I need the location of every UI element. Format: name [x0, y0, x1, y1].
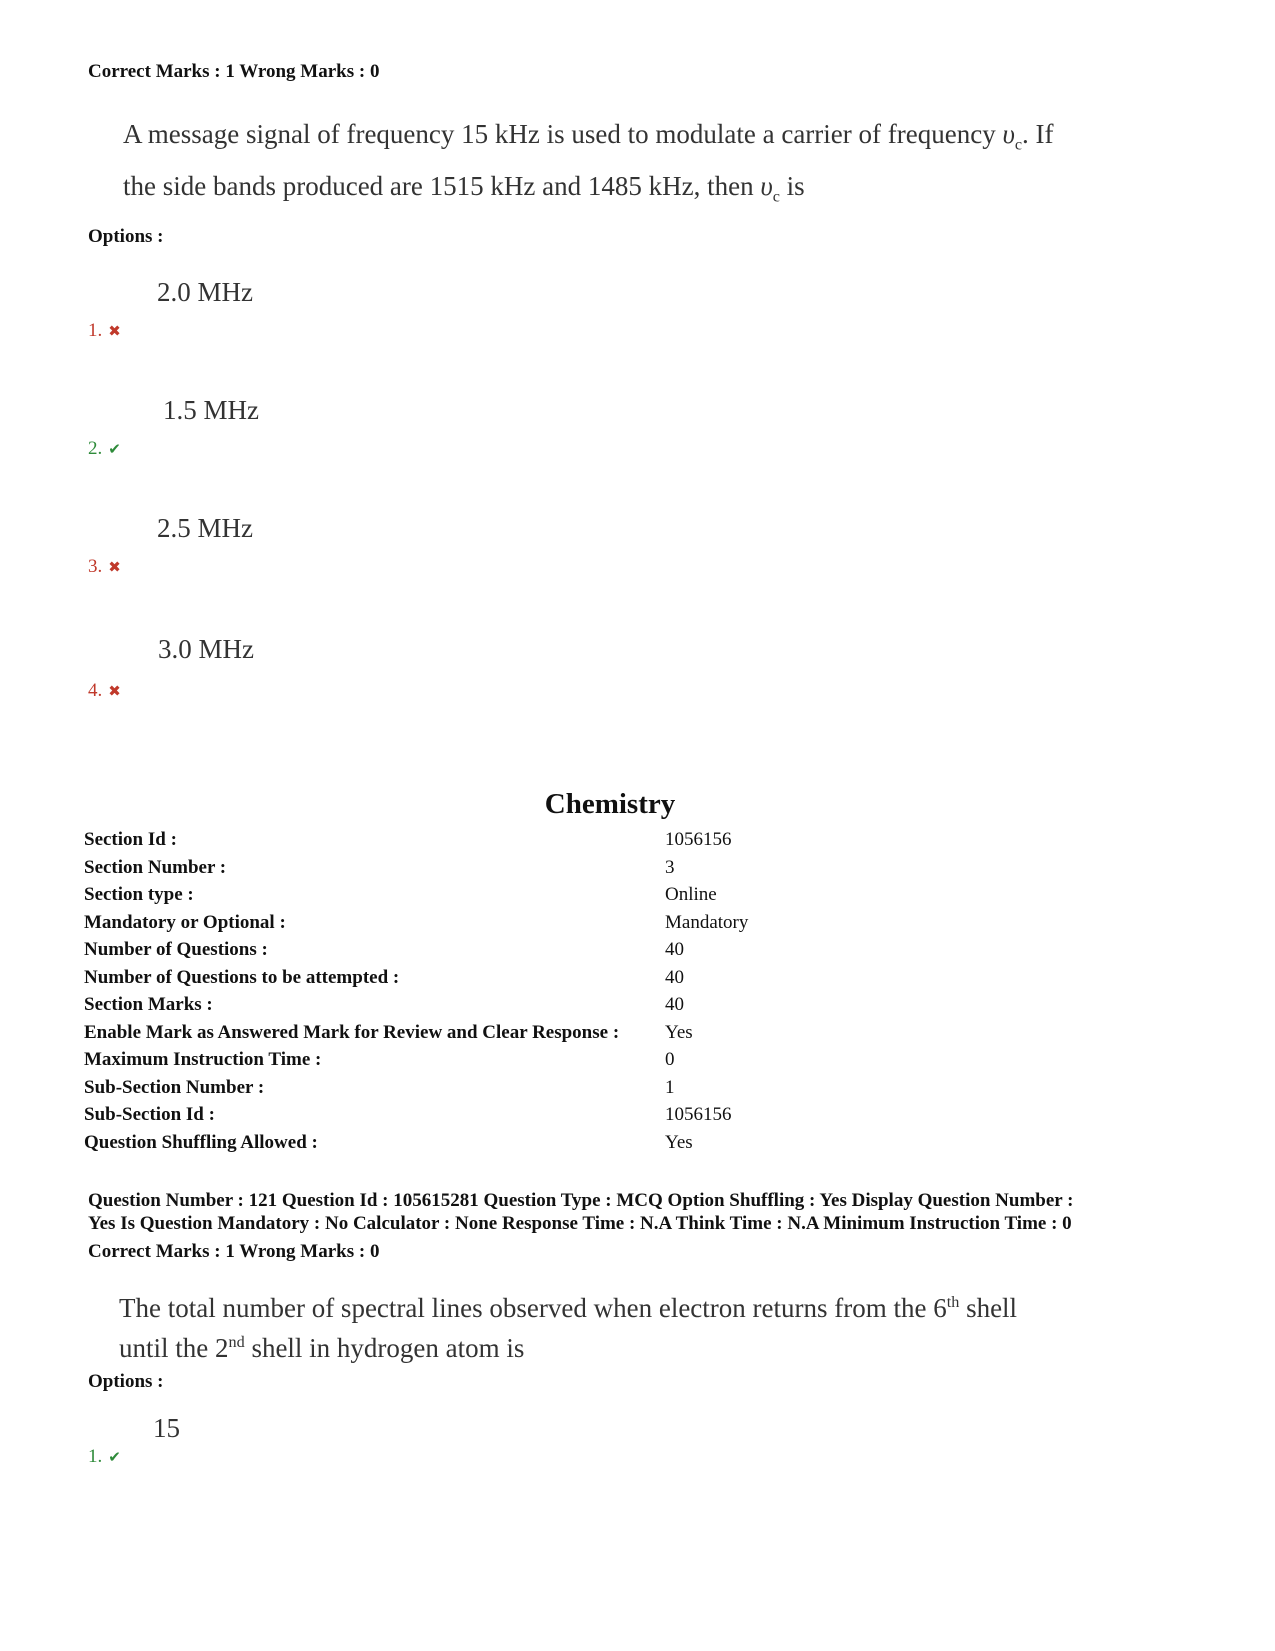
option-1[interactable]: [88, 320, 121, 342]
section-info-label: Number of Questions :: [84, 939, 268, 960]
q2-question-text: [119, 1285, 1017, 1365]
q1-text-if: . If: [1022, 119, 1054, 149]
section-info-label: Section Marks :: [84, 994, 213, 1015]
section-info-value: 40: [665, 994, 684, 1015]
subscript: c: [772, 187, 780, 206]
option-text: 1.5 MHz: [163, 395, 259, 425]
option-text: 3.0 MHz: [158, 634, 254, 664]
option-number: 4.: [88, 680, 103, 701]
section-info-value: 40: [665, 966, 684, 988]
option-number: 3.: [88, 556, 103, 577]
section-info-value: Mandatory: [665, 911, 749, 933]
option-number: 1.: [88, 1446, 103, 1467]
q2-text: shell: [959, 1293, 1018, 1323]
option-3[interactable]: [88, 556, 121, 578]
option-1[interactable]: [88, 1446, 121, 1468]
q1-text-is: is: [779, 171, 805, 202]
section-info-label: Section Number :: [84, 856, 227, 878]
section-info-label: Section type :: [84, 884, 194, 905]
q2-header-line1: Question Number : 121 Question Id : 105615281 Question Type : MCQ Option Shuffling : Yes Display Question Number :: [88, 1190, 1074, 1211]
superscript: th: [946, 1293, 960, 1311]
option-text: 2.0 MHz: [157, 277, 253, 307]
subscript: c: [1014, 135, 1023, 154]
section-info-value: Yes: [665, 1131, 693, 1153]
section-info-label: Mandatory or Optional :: [84, 911, 286, 933]
q2-header-line2: Yes Is Question Mandatory : No Calculator : None Response Time : N.A Think Time : N.A Minimum Instruction Time : 0: [88, 1213, 1072, 1234]
section-info-value: 0: [665, 1049, 675, 1070]
section-info-label: Sub-Section Id :: [84, 1104, 215, 1125]
check-icon: ✔: [108, 1450, 121, 1466]
cross-icon: ✖: [108, 684, 121, 700]
cross-icon: ✖: [108, 324, 121, 340]
section-info-value: 3: [665, 856, 675, 878]
option-number: 1.: [88, 320, 103, 341]
section-info-value: 1056156: [665, 829, 732, 850]
nu-symbol: υ: [760, 171, 773, 202]
q1-text-line1: A message signal of frequency 15 kHz is used to modulate a carrier of frequency: [123, 119, 996, 149]
option-4[interactable]: [88, 680, 121, 702]
q2-options-label: Options :: [88, 1371, 164, 1392]
section-info-value: 1: [665, 1076, 675, 1098]
section-info-label: Question Shuffling Allowed :: [84, 1131, 318, 1153]
section-info-value: Yes: [665, 1021, 693, 1043]
nu-symbol: υ: [1002, 119, 1015, 149]
cross-icon: ✖: [108, 560, 121, 576]
q2-text: The total number of spectral lines observed when electron returns from the 6: [119, 1293, 947, 1323]
option-2[interactable]: [88, 438, 121, 460]
q2-text: until the 2: [119, 1333, 229, 1363]
section-info-value: 1056156: [665, 1104, 732, 1125]
q1-marks: Correct Marks : 1 Wrong Marks : 0: [88, 61, 380, 82]
section-info-label: Sub-Section Number :: [84, 1076, 265, 1098]
option-number: 2.: [88, 438, 103, 459]
option-text: 15: [153, 1413, 180, 1443]
section-info-label: Section Id :: [84, 829, 177, 850]
section-info-value: Online: [665, 884, 717, 905]
option-text: 2.5 MHz: [157, 513, 253, 543]
section-info-label: Number of Questions to be attempted :: [84, 966, 400, 988]
superscript: nd: [228, 1333, 245, 1351]
q2-marks: Correct Marks : 1 Wrong Marks : 0: [88, 1241, 380, 1262]
q2-text: shell in hydrogen atom is: [244, 1333, 525, 1363]
section-title: Chemistry: [544, 788, 676, 820]
section-info-value: 40: [665, 939, 684, 960]
q1-question-text: [123, 113, 1054, 218]
section-info-label: Maximum Instruction Time :: [84, 1049, 322, 1070]
q1-text-line2: the side bands produced are 1515 kHz and 1485 kHz, then: [123, 171, 754, 202]
check-icon: ✔: [108, 442, 121, 458]
q1-options-label: Options :: [88, 226, 164, 247]
section-info-label: Enable Mark as Answered Mark for Review and Clear Response :: [84, 1021, 620, 1043]
